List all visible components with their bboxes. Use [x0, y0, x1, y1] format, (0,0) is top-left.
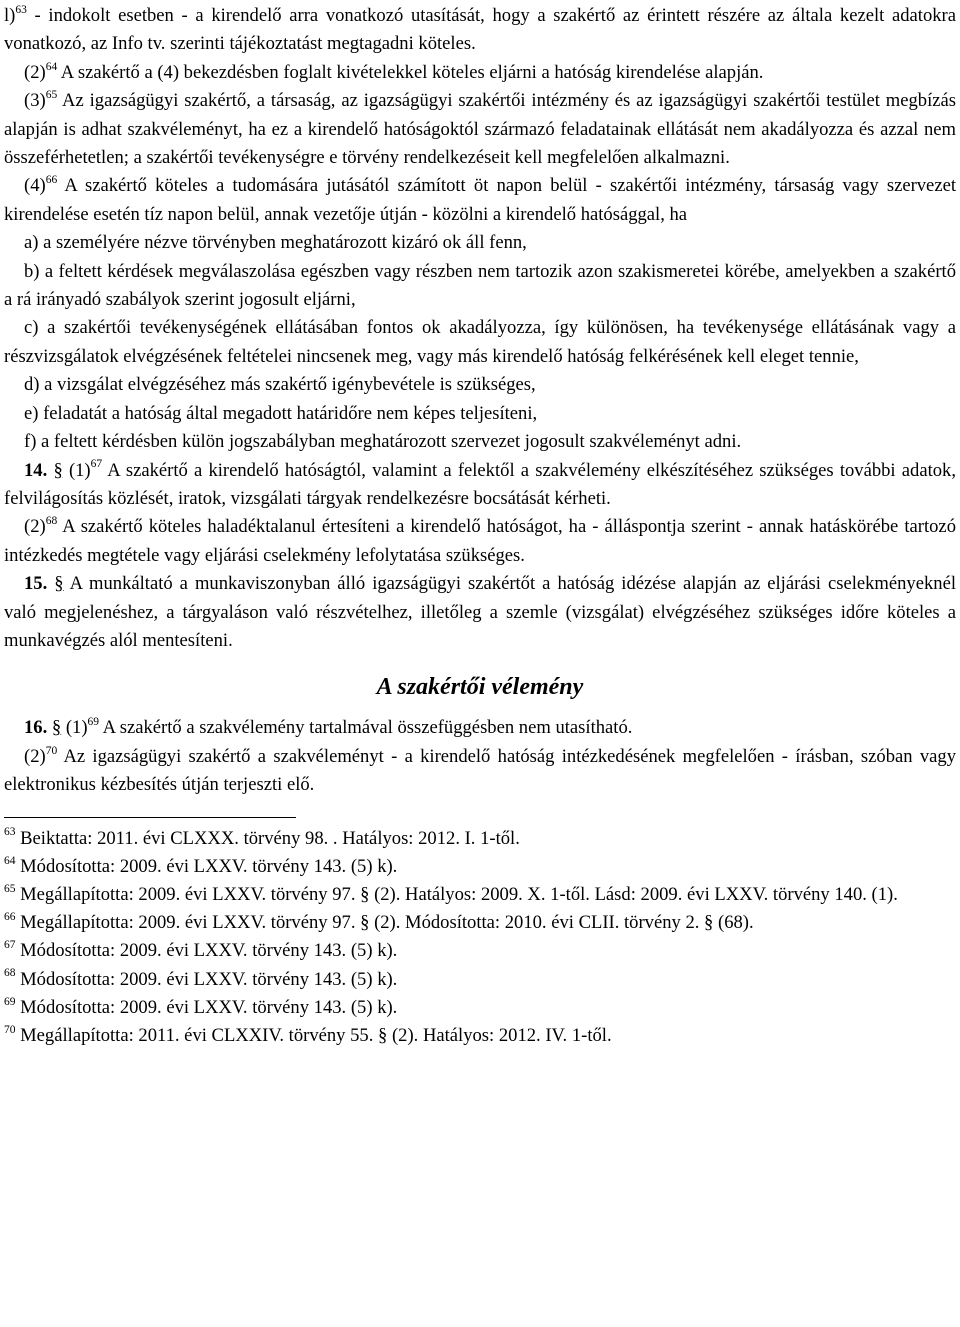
paragraph-text: a) a személyére nézve törvényben meghatározott kizáró ok áll fenn,: [24, 232, 527, 254]
section-number: 14.: [24, 459, 48, 481]
paragraph-pb: [4, 258, 956, 315]
footnote-ref: 63: [15, 3, 27, 16]
paragraph-pc: [4, 314, 956, 371]
paragraph-text: Az igazságügyi szakértő, a társaság, az igazságügyi szakértői intézmény és az igazságügyi szakértői testület megbízás alapján is adhat szakvéleményt, ha ez a kirendelő hatóságoktól származó feladatainak ellátását nem akadályozza és azzal nem összeférhetetlen; a szakértői tevékenységre e törvény rendelkezéseit kell megfelelően alkalmazni.: [4, 90, 956, 169]
paragraph-text: A szakértő a (4) bekezdésben foglalt kivételekkel köteles eljárni a hatóság kirendelése alapján.: [57, 61, 764, 83]
footnote-ref: 64: [45, 60, 58, 73]
body-text-top: [4, 2, 956, 655]
paragraph-pa: [4, 229, 956, 257]
footnote-66: [4, 909, 956, 937]
paragraph-pe: [4, 400, 956, 428]
footnote-number: 66: [4, 910, 16, 923]
paragraph-s16b: [4, 743, 956, 800]
footnote-ref: 67: [90, 458, 103, 471]
paragraph-s14b: [4, 513, 956, 570]
footnote-69: [4, 994, 956, 1022]
footnote-text: Megállapította: 2011. évi CLXXIV. törvény 55. § (2). Hatályos: 2012. IV. 1-től.: [15, 1024, 612, 1046]
paragraph-marker: (1): [62, 459, 91, 481]
footnote-ref: 66: [45, 174, 58, 187]
body-text-bottom: [4, 714, 956, 799]
paragraph-marker: (2): [24, 516, 46, 538]
paragraph-pf: [4, 428, 956, 456]
paragraph-text: - indokolt esetben - a kirendelő arra vonatkozó utasítását, hogy a szakértő az érintett részére az általa kezelt adatokra vonatkozó, az Info tv. szerinti tájékoztatást megtagadni köteles.: [4, 5, 956, 55]
footnote-number: 63: [4, 826, 16, 839]
footnote-ref: 70: [45, 744, 58, 757]
section-symbol: §: [54, 573, 64, 595]
paragraph-s16a: [4, 714, 956, 742]
footnote-separator: [4, 817, 296, 818]
paragraph-marker: (4): [24, 175, 46, 197]
paragraph-text: e) feladatát a hatóság által megadott határidőre nem képes teljesíteni,: [24, 402, 538, 424]
footnote-text: Megállapította: 2009. évi LXXV. törvény 97. § (2). Hatályos: 2009. X. 1-től. Lásd: 2009. évi LXXV. törvény 140. (1).: [15, 883, 898, 905]
section-heading: A szakértői vélemény: [376, 674, 584, 701]
paragraph-marker: (2): [24, 61, 46, 83]
footnote-text: Módosította: 2009. évi LXXV. törvény 143. (5) k).: [15, 855, 398, 877]
paragraph-marker: (2): [24, 745, 46, 767]
section-number: 16.: [24, 717, 48, 739]
footnote-text: Módosította: 2009. évi LXXV. törvény 143. (5) k).: [15, 968, 398, 990]
paragraph-text: c) a szakértői tevékenységének ellátásában fontos ok akadályozza, így különösen, ha tevékenysége ellátásának vagy a részvizsgálatok elvégzésének feltételei nincsenek meg, vagy más kirendelő hatóság felkérésének kell eleget tennie,: [4, 317, 956, 367]
section-symbol: §: [53, 459, 63, 481]
footnote-ref: 65: [45, 89, 58, 102]
footnotes: [4, 825, 956, 1051]
footnote-68: [4, 966, 956, 994]
paragraph-marker: (1): [61, 717, 88, 739]
footnote-text: Módosította: 2009. évi LXXV. törvény 143. (5) k).: [15, 996, 398, 1018]
footnote-70: [4, 1022, 956, 1050]
footnote-number: 69: [4, 995, 16, 1008]
paragraph-p3: [4, 87, 956, 172]
paragraph-p4: [4, 172, 956, 229]
paragraph-text: A szakértő a kirendelő hatóságtól, valamint a felektől a szakvélemény elkészítéséhez szükséges további adatok, felvilágosítás közlését, iratok, vizsgálati tárgyak rendelkezésre bocsátását kérheti.: [4, 459, 956, 509]
footnote-65: [4, 881, 956, 909]
footnote-number: 68: [4, 967, 16, 980]
paragraph-s15: [4, 570, 956, 655]
paragraph-text: A szakértő a szakvélemény tartalmával összefüggésben nem utasítható.: [99, 717, 633, 739]
section-symbol: §: [51, 717, 62, 739]
section-number: 15.: [24, 573, 48, 595]
footnote-number: 64: [4, 854, 16, 867]
paragraph-text: b) a feltett kérdések megválaszolása egészben vagy részben nem tartozik azon szakismeretei körébe, amelyekben a szakértő a rá irányadó szabályok szerint jogosult eljárni,: [4, 260, 956, 311]
paragraph-text: A szakértő köteles haladéktalanul értesíteni a kirendelő hatóságot, ha - álláspontja szerint - annak hatáskörébe tartozó intézkedés megtétele vagy eljárási cselekmény lefolytatása szükséges.: [4, 516, 956, 566]
paragraph-s14a: [4, 457, 956, 514]
paragraph-pd: [4, 371, 956, 399]
paragraph-text: f) a feltett kérdésben külön jogszabályban meghatározott szervezet jogosult szakvéleményt adni.: [24, 431, 742, 453]
paragraph-text: d) a vizsgálat elvégzéséhez más szakértő igénybevétele is szükséges,: [24, 374, 536, 396]
footnote-number: 65: [4, 882, 16, 895]
paragraph-marker: (3): [24, 90, 46, 112]
paragraph-text: Az igazságügyi szakértő a szakvéleményt - a kirendelő hatóság intézkedésének megfelelően - írásban, szóban vagy elektronikus kézbesítés útján terjeszti elő.: [4, 745, 956, 796]
footnote-ref: 69: [87, 716, 100, 729]
footnote-64: [4, 853, 956, 881]
footnote-number: 67: [4, 939, 16, 952]
paragraph-marker: l): [4, 5, 16, 26]
footnote-67: [4, 937, 956, 965]
footnote-number: 70: [4, 1023, 16, 1036]
footnote-text: Módosította: 2009. évi LXXV. törvény 143. (5) k).: [15, 940, 398, 962]
paragraph-text: A munkáltató a munkaviszonyban álló igazságügyi szakértőt a hatóság idézése alapján az eljárási cselekményeknél való megjelenéshez, a tárgyaláson való részvételhez, illetőleg a szemle (vizsgálat) elvégzéséhez szükséges időre köteles a munkavégzés alól mentesíteni.: [4, 573, 956, 651]
paragraph-p2: [4, 59, 956, 87]
footnote-63: [4, 825, 956, 853]
footnote-text: Megállapította: 2009. évi LXXV. törvény 97. § (2). Módosította: 2010. évi CLII. törvény 2. § (68).: [15, 912, 754, 934]
paragraph-text: A szakértő köteles a tudomására jutásától számított öt napon belül - szakértői intézmény, társaság vagy szervezet kirendelése esetén tíz napon belül, annak vezetője útján - közölni a kirendelő hatósággal, ha: [4, 175, 956, 225]
footnote-ref: 68: [45, 515, 58, 528]
paragraph-p1: [4, 2, 956, 59]
footnote-text: Beiktatta: 2011. évi CLXXX. törvény 98. . Hatályos: 2012. I. 1-től.: [15, 827, 520, 849]
